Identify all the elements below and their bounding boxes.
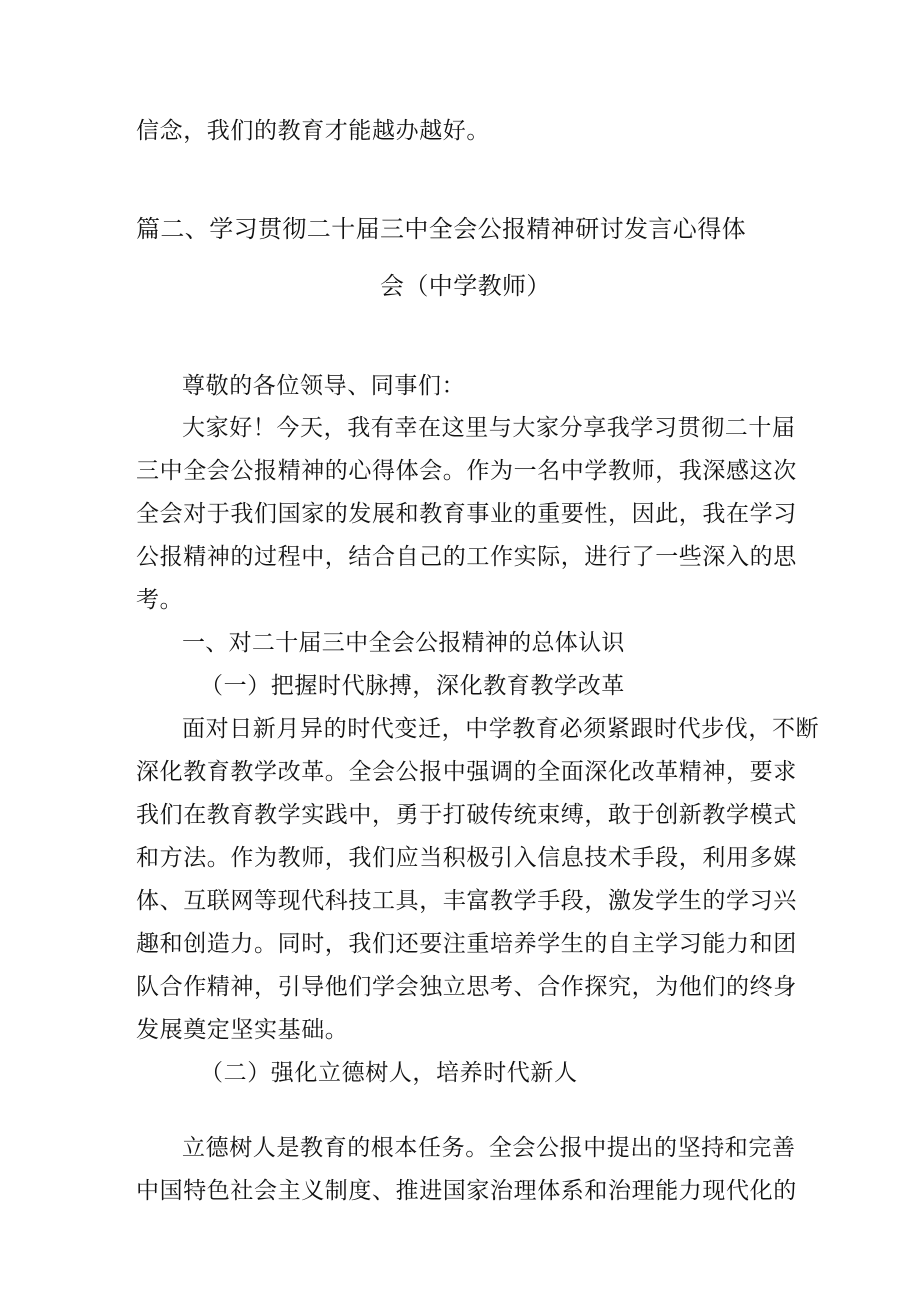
intro-line: 全会对于我们国家的发展和教育事业的重要性，因此，我在学习: [136, 501, 797, 527]
subsection-1-title: （一）把握时代脉搏，深化教育教学改革: [200, 673, 625, 699]
opening-tail-text: 信念，我们的教育才能越办越好。: [136, 118, 490, 144]
subsection-2-title: （二）强化立德树人，培养时代新人: [200, 1060, 578, 1086]
intro-line: 公报精神的过程中，结合自己的工作实际，进行了一些深入的思: [136, 544, 797, 570]
subsection-1-line: 深化教育教学改革。全会公报中强调的全面深化改革精神，要求: [136, 759, 797, 785]
subsection-2-line: 中国特色社会主义制度、推进国家治理体系和治理能力现代化的: [136, 1178, 797, 1204]
intro-line: 大家好！今天，我有幸在这里与大家分享我学习贯彻二十届: [182, 415, 796, 441]
article-title-line-2: 会（中学教师）: [380, 272, 551, 300]
subsection-1-line: 发展奠定坚实基础。: [136, 1017, 349, 1043]
subsection-1-line: 面对日新月异的时代变迁，中学教育必须紧跟时代步伐，不断: [182, 716, 820, 742]
salutation: 尊敬的各位领导、同事们：: [182, 373, 466, 399]
intro-line: 三中全会公报精神的心得体会。作为一名中学教师，我深感这次: [136, 458, 797, 484]
subsection-1-line: 和方法。作为教师，我们应当积极引入信息技术手段，利用多媒: [136, 845, 797, 871]
subsection-1-line: 体、互联网等现代科技工具，丰富教学手段，激发学生的学习兴: [136, 888, 797, 914]
article-title-line-1: 篇二、学习贯彻二十届三中全会公报精神研讨发言心得体: [136, 215, 746, 243]
subsection-1-line: 趣和创造力。同时，我们还要注重培养学生的自主学习能力和团: [136, 931, 797, 957]
intro-line: 考。: [136, 587, 184, 613]
subsection-1-line: 我们在教育教学实践中，勇于打破传统束缚，敢于创新教学模式: [136, 802, 797, 828]
subsection-2-line: 立德树人是教育的根本任务。全会公报中提出的坚持和完善: [182, 1135, 796, 1161]
subsection-1-line: 队合作精神，引导他们学会独立思考、合作探究，为他们的终身: [136, 974, 797, 1000]
section-1-title: 一、对二十届三中全会公报精神的总体认识: [182, 630, 625, 656]
